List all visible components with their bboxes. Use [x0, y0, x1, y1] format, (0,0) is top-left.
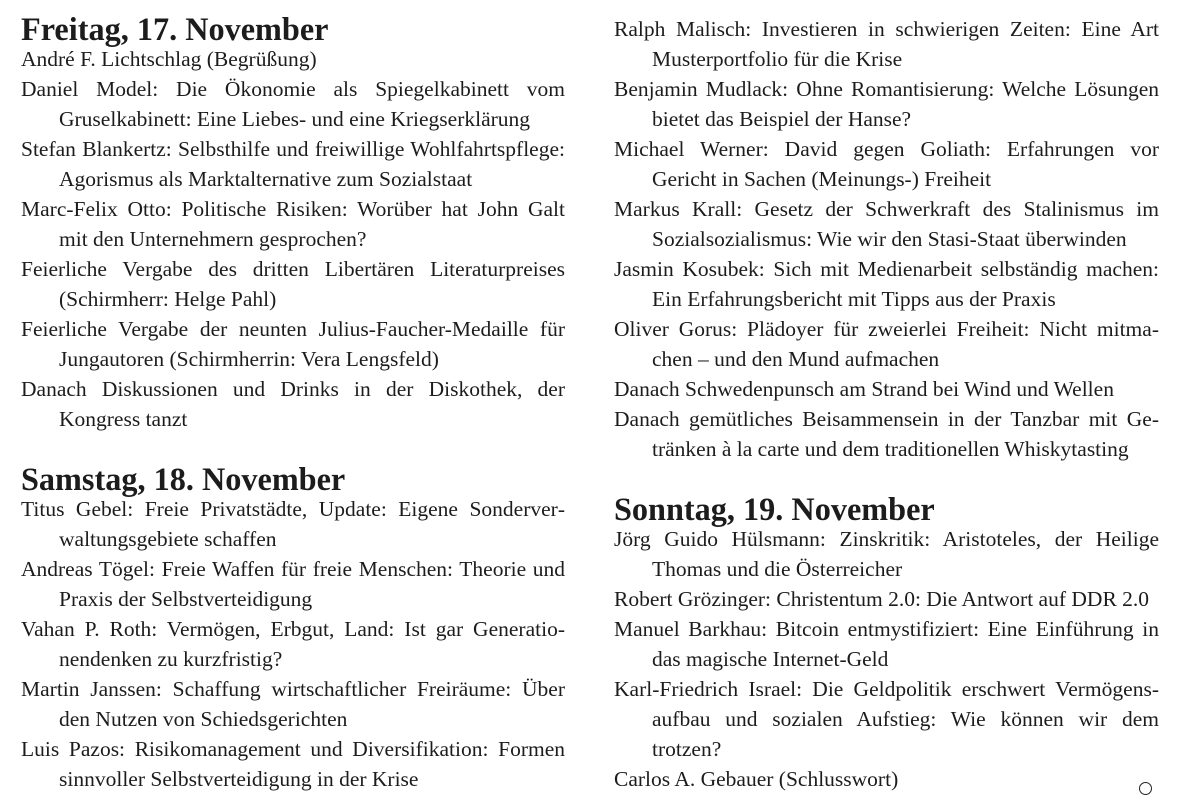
program-entry: Titus Gebel: Freie Privatstädte, Update: Eigene Sonderverwaltungsgebiete schaffen	[21, 497, 565, 551]
program-entry: Benjamin Mudlack: Ohne Romantisierung: Welche Lösungen bietet das Beispiel der Hanse?	[614, 77, 1159, 131]
program-entry: Marc-Felix Otto: Politische Risiken: Worüber hat John Galt mit den Unternehmern gesprochen?	[21, 197, 565, 251]
program-entry: Carlos A. Gebauer (Schlusswort)	[614, 767, 899, 791]
program-entry: Oliver Gorus: Plädoyer für zweierlei Freiheit: Nicht mitmachen – und den Mund aufmachen	[614, 317, 1159, 371]
right-column	[614, 14, 1159, 794]
day-heading-saturday: Samstag, 18. November	[21, 461, 346, 497]
day-heading-friday: Freitag, 17. November	[21, 11, 329, 47]
program-entry: Daniel Model: Die Ökonomie als Spiegelkabinett vom Gruselkabinett: Eine Liebes- und eine Kriegserklärung	[21, 77, 565, 131]
program-entry: André F. Lichtschlag (Begrüßung)	[21, 47, 317, 71]
program-entry: Andreas Tögel: Freie Waffen für freie Menschen: Theorie und Praxis der Selbstverteidigung	[21, 557, 565, 611]
program-entry: Stefan Blankertz: Selbsthilfe und freiwillige Wohlfahrtspflege: Agorismus als Marktalternative zum Sozialstaat	[21, 137, 565, 191]
section-spacer	[21, 434, 565, 464]
program-entry: Vahan P. Roth: Vermögen, Erbgut, Land: Ist gar Generationendenken zu kurzfristig?	[21, 617, 565, 671]
program-entry: Feierliche Vergabe des dritten Libertären Literaturpreises (Schirmherr: Helge Pahl)	[21, 257, 565, 311]
end-circle-icon	[1139, 782, 1152, 795]
day-heading-sunday: Sonntag, 19. November	[614, 491, 935, 527]
program-entry: Manuel Barkhau: Bitcoin entmystifiziert: Eine Einführung in das magische Internet-Geld	[614, 617, 1159, 671]
program-entry: Karl-Friedrich Israel: Die Geldpolitik erschwert Vermögensaufbau und sozialen Aufstieg: Wie können wir dem trotzen?	[614, 677, 1159, 761]
program-entry: Jasmin Kosubek: Sich mit Medienarbeit selbständig machen: Ein Erfahrungsbericht mit Tipps aus der Praxis	[614, 257, 1159, 311]
left-column	[21, 11, 565, 794]
program-entry: Martin Janssen: Schaffung wirtschaftlicher Freiräume: Über den Nutzen von Schiedsgerichten	[21, 677, 565, 731]
program-entry: Danach Diskussionen und Drinks in der Diskothek, der Kongress tanzt	[21, 377, 565, 431]
program-entry: Jörg Guido Hülsmann: Zinskritik: Aristoteles, der Heilige Thomas und die Österreicher	[614, 527, 1159, 581]
program-entry: Markus Krall: Gesetz der Schwerkraft des Stalinismus im Sozialsozialismus: Wie wir den Stasi-Staat überwinden	[614, 197, 1159, 251]
section-spacer	[614, 464, 1159, 494]
program-entry: Danach gemütliches Beisammensein in der Tanzbar mit Getränken à la carte und dem traditionellen Whiskytasting	[614, 407, 1159, 461]
program-entry: Robert Grözinger: Christentum 2.0: Die Antwort auf DDR 2.0	[614, 587, 1150, 611]
program-entry: Feierliche Vergabe der neunten Julius-Faucher-Medaille für Jungautoren (Schirmherrin: Vera Lengsfeld)	[21, 317, 565, 371]
program-entry: Danach Schwedenpunsch am Strand bei Wind und Wellen	[614, 377, 1114, 401]
program-entry: Ralph Malisch: Investieren in schwierigen Zeiten: Eine Art Musterportfolio für die Krise	[614, 17, 1159, 71]
program-entry: Luis Pazos: Risikomanagement und Diversifikation: Formen sinnvoller Selbstverteidigung in der Krise	[21, 737, 565, 791]
program-entry: Michael Werner: David gegen Goliath: Erfahrungen vor Gericht in Sachen (Meinungs-) Freiheit	[614, 137, 1159, 191]
